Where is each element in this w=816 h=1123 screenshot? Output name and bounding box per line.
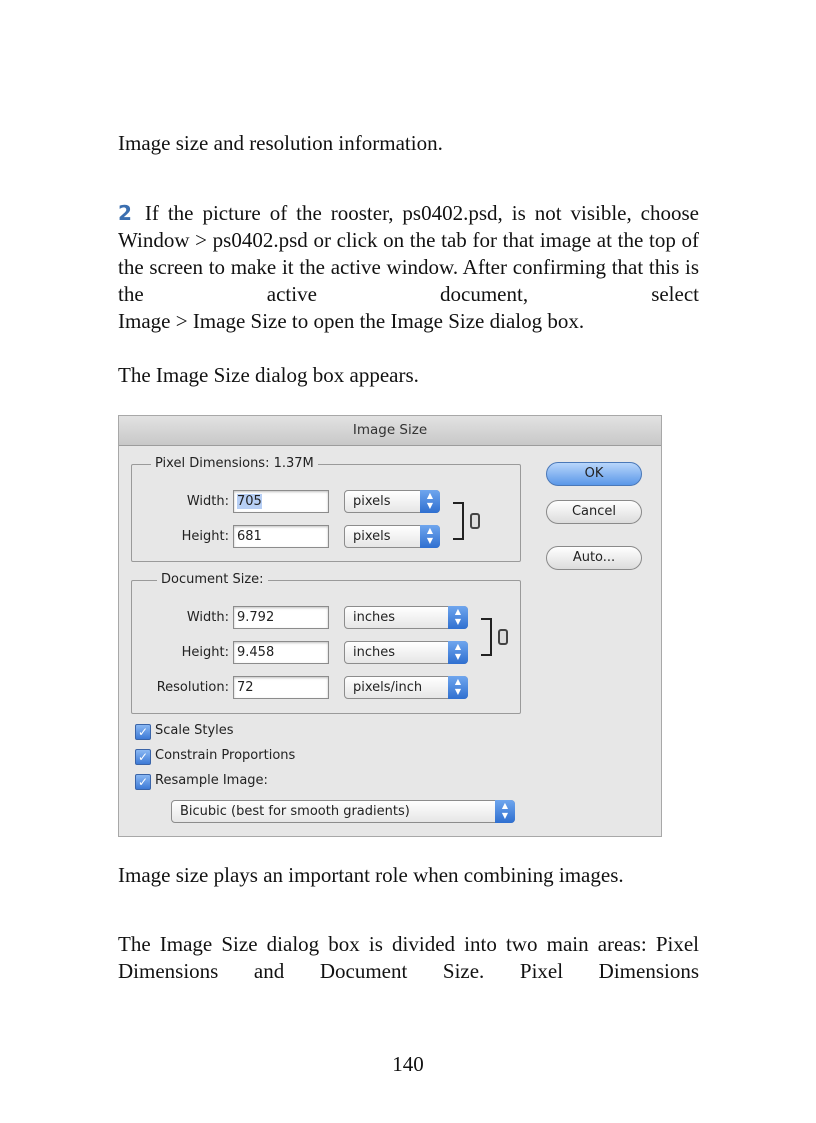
step-text: If the picture of the rooster, ps0402.psd, is not visible, choose Window > ps0402.psd or click on the tab for that image at the top of the screen to make it the active window. After confirming that this is the active document, select <box>118 201 699 306</box>
scale-styles-checkbox[interactable] <box>135 722 234 740</box>
document-constrain-bracket <box>481 618 492 656</box>
resample-image-label: Resample Image: <box>155 773 268 788</box>
pixel-width-input[interactable]: 705 <box>233 490 329 513</box>
document-height-unit-select[interactable]: inches ▲ ▼ <box>344 641 468 664</box>
pixel-constrain-bracket <box>453 502 464 540</box>
document-height-label: Height: <box>181 645 229 660</box>
pixel-dimensions-legend: Pixel Dimensions: 1.37M <box>151 456 318 471</box>
document-width-unit-select[interactable]: inches ▲ ▼ <box>344 606 468 629</box>
step-paragraph <box>118 200 699 335</box>
updown-arrows-icon: ▲ ▼ <box>448 676 468 699</box>
pixel-width-unit-select[interactable]: pixels ▲ ▼ <box>344 490 440 513</box>
checkmark-icon: ✓ <box>135 774 151 790</box>
updown-arrows-icon: ▲ ▼ <box>420 490 440 513</box>
document-size-legend: Document Size: <box>157 572 268 587</box>
document-width-label: Width: <box>186 610 229 625</box>
pixel-height-label: Height: <box>181 529 229 544</box>
resolution-unit-select[interactable]: pixels/inch ▲ ▼ <box>344 676 468 699</box>
pixel-width-label: Width: <box>186 494 229 509</box>
updown-arrows-icon: ▲ ▼ <box>420 525 440 548</box>
cancel-button[interactable]: Cancel <box>546 500 642 524</box>
figure-caption-bottom: Image size plays an important role when combining images. <box>118 863 624 887</box>
resample-image-checkbox[interactable] <box>135 772 268 790</box>
checkmark-icon: ✓ <box>135 724 151 740</box>
updown-arrows-icon: ▲ ▼ <box>448 641 468 664</box>
closing-paragraph: The Image Size dialog box is divided into two main areas: Pixel Dimensions and Document Size. Pixel Dimensions <box>118 932 699 983</box>
auto-button[interactable]: Auto... <box>546 546 642 570</box>
pixel-height-input[interactable]: 681 <box>233 525 329 548</box>
constrain-proportions-label: Constrain Proportions <box>155 748 296 763</box>
pixel-height-unit-select[interactable]: pixels ▲ ▼ <box>344 525 440 548</box>
constrain-proportions-checkbox[interactable] <box>135 747 295 765</box>
chain-link-icon <box>470 513 480 529</box>
document-height-input[interactable]: 9.458 <box>233 641 329 664</box>
updown-arrows-icon: ▲ ▼ <box>495 800 515 823</box>
image-size-dialog <box>118 415 662 837</box>
dialog-title: Image Size <box>119 416 661 446</box>
step-number: 2 <box>118 201 132 225</box>
checkmark-icon: ✓ <box>135 749 151 765</box>
resolution-input[interactable]: 72 <box>233 676 329 699</box>
scale-styles-label: Scale Styles <box>155 723 234 738</box>
ok-button[interactable]: OK <box>546 462 642 486</box>
dialog-intro: The Image Size dialog box appears. <box>118 363 419 387</box>
figure-caption-top: Image size and resolution information. <box>118 131 443 155</box>
page-number: 140 <box>392 1052 424 1076</box>
resample-method-select[interactable]: Bicubic (best for smooth gradients) ▲ ▼ <box>171 800 515 823</box>
document-width-input[interactable]: 9.792 <box>233 606 329 629</box>
updown-arrows-icon: ▲ ▼ <box>448 606 468 629</box>
step-text-last-line: Image > Image Size to open the Image Size dialog box. <box>118 309 585 333</box>
resolution-label: Resolution: <box>156 680 229 695</box>
chain-link-icon <box>498 629 508 645</box>
